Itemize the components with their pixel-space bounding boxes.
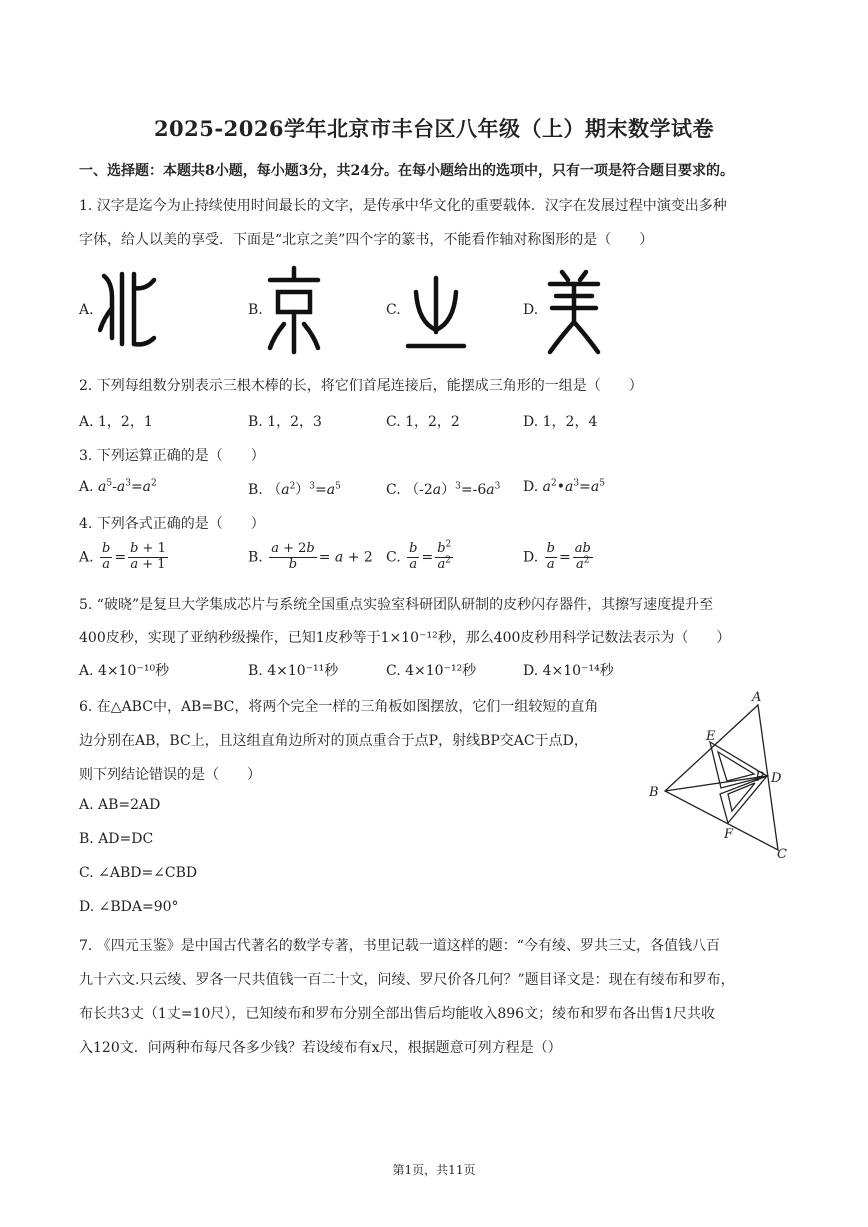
- q5-option-c: C. 4×10⁻¹²秒: [386, 663, 477, 679]
- q4-option-a: A. $\frac{b}{a}$ = $\frac{b + 1}{a + 1}$: [79, 541, 166, 572]
- q1-line1: 1. 汉字是迄今为止持续使用时间最长的文字，是传承中华文化的重要载体．汉字在发展过程中演变出多种: [79, 198, 727, 214]
- q2-option-d: D. 1，2，4: [523, 414, 598, 430]
- q5-option-a: A. 4×10⁻¹⁰秒: [79, 663, 170, 679]
- q3-option-c: [386, 479, 500, 499]
- q4-a-rhs: $\frac{b + 1}{a + 1}$: [130, 541, 166, 572]
- q6-option-b: B. AD=DC: [79, 831, 154, 847]
- q5-option-d: D. 4×10⁻¹⁴秒: [523, 663, 614, 679]
- q6-option-a: A. AB=2AD: [79, 797, 161, 813]
- q4-option-b-label: B.: [248, 549, 263, 566]
- q4-c-lhs: $\frac{b}{a}$: [409, 541, 418, 572]
- q6-line1: 6. 在△ABC中，AB=BC，将两个完全一样的三角板如图摆放，它们一组较短的直角: [79, 699, 599, 715]
- q2-option-b: B. 1，2，3: [248, 414, 322, 430]
- q1-option-a-label: A.: [79, 302, 94, 318]
- q6-triangle-figure: [640, 690, 800, 870]
- q4-option-b: B. $\frac{a + 2b}{b}$ = a + 2: [248, 541, 373, 572]
- ray-bp: [665, 776, 767, 791]
- q6-option-d: D. ∠BDA=90°: [79, 899, 179, 915]
- seal-jing-glyph: [264, 264, 324, 356]
- label-point-d: D: [771, 771, 782, 786]
- q4-c-rhs: $\frac{b^2}{a^2}$: [437, 539, 452, 572]
- label-point-a: A: [752, 690, 762, 705]
- q3-option-b: [248, 479, 341, 499]
- label-point-p: P: [755, 770, 764, 785]
- q4-option-a-label: A.: [79, 549, 94, 566]
- q3-option-b-label: B.: [248, 482, 263, 498]
- label-point-b: B: [649, 785, 659, 800]
- seal-mei-glyph: [542, 268, 606, 356]
- q1-option-d-label: D.: [523, 302, 539, 318]
- q5-line2: 400皮秒，实现了亚纳秒级操作，已知1皮秒等于1×10⁻¹²秒，那么400皮秒用科学记数法表示为（ ）: [79, 630, 731, 646]
- q4-option-d-label: D.: [523, 549, 539, 566]
- q4-option-c: C. $\frac{b}{a}$ = $\frac{b^2}{a^2}$: [386, 539, 452, 572]
- section-heading: 一、选择题：本题共8小题，每小题3分，共24分。在每小题给出的选项中，只有一项是符合题目要求的。: [79, 163, 734, 179]
- q4-a-lhs: $\frac{b}{a}$: [102, 541, 111, 572]
- q3-option-d-math: $a^2•a^3=a^5$: [542, 478, 605, 495]
- q7-line3: 布长共3丈（1丈=10尺），已知绫布和罗布分别全部出售后均能收入896文；绫布和罗布各出售1尺共收: [79, 1006, 715, 1022]
- q1-option-b-label: B.: [248, 302, 263, 318]
- q4-d-rhs: $\frac{ab}{a^2}$: [574, 541, 591, 572]
- q3-option-d-label: D.: [523, 479, 539, 495]
- q4-d-lhs: $\frac{b}{a}$: [546, 541, 555, 572]
- q3-option-b-math: $(a^2)^3=a^5$: [267, 481, 341, 498]
- q3-stem: 3. 下列运算正确的是（ ）: [79, 448, 265, 464]
- seal-zhi-glyph: [404, 272, 468, 352]
- q7-line2: 九十六文.只云绫、罗各一尺共值钱一百二十文，问绫、罗尺价各几何？”题目译文是：现在有绫布和罗布，: [79, 972, 735, 988]
- label-point-e: E: [706, 729, 716, 744]
- q5-option-b: B. 4×10⁻¹¹秒: [248, 663, 339, 679]
- set-square-upper-inner: [718, 752, 754, 781]
- q4-option-d: D. $\frac{b}{a}$ = $\frac{ab}{a^2}$: [523, 541, 591, 572]
- q3-option-a: [79, 479, 157, 495]
- q4-option-c-label: C.: [386, 549, 401, 566]
- q3-option-a-math: $a^5-a^3=a^2$: [98, 478, 157, 495]
- q7-line4: 入120文．问两种布每尺各多少钱？若设绫布有x尺，根据题意可列方程是（）: [79, 1040, 562, 1056]
- label-point-f: F: [724, 827, 734, 842]
- q6-option-c: C. ∠ABD=∠CBD: [79, 865, 198, 881]
- seal-bei-glyph: [98, 268, 158, 352]
- page-footer: 第1页，共11页: [392, 1163, 476, 1177]
- q4-b-lhs: $\frac{a + 2b}{b}$: [271, 541, 315, 572]
- q3-option-d: [523, 479, 605, 495]
- q6-line3: 则下列结论错误的是（ ）: [79, 767, 261, 783]
- label-point-c: C: [777, 847, 787, 862]
- q1-option-c-label: C.: [386, 302, 401, 318]
- q3-option-c-math: $(-2a)^3=-6a^3$: [405, 481, 501, 498]
- q5-line1: 5. “破晓”是复旦大学集成芯片与系统全国重点实验室科研团队研制的皮秒闪存器件，其擦写速度提升至: [79, 597, 714, 613]
- q2-option-a: A. 1，2，1: [79, 414, 153, 430]
- q3-option-c-label: C.: [386, 482, 401, 498]
- q2-option-c: C. 1，2，2: [386, 414, 460, 430]
- q4-stem: 4. 下列各式正确的是（ ）: [79, 516, 265, 532]
- page-title: 2025-2026学年北京市丰台区八年级（上）期末数学试卷: [153, 116, 715, 141]
- q2-stem: 2. 下列每组数分别表示三根木棒的长，将它们首尾连接后，能摆成三角形的一组是（ ）: [79, 378, 643, 394]
- q3-option-a-label: A.: [79, 479, 94, 495]
- q6-line2: 边分别在AB，BC上，且这组直角边所对的顶点重合于点P，射线BP交AC于点D，: [79, 733, 588, 749]
- q1-line2: 字体，给人以美的享受．下面是“北京之美”四个字的篆书，不能看作轴对称图形的是（ ）: [79, 232, 654, 248]
- q7-line1: 7. 《四元玉鉴》是中国古代著名的数学专著，书里记载一道这样的题：“今有绫、罗共三丈，各值钱八百: [79, 938, 720, 954]
